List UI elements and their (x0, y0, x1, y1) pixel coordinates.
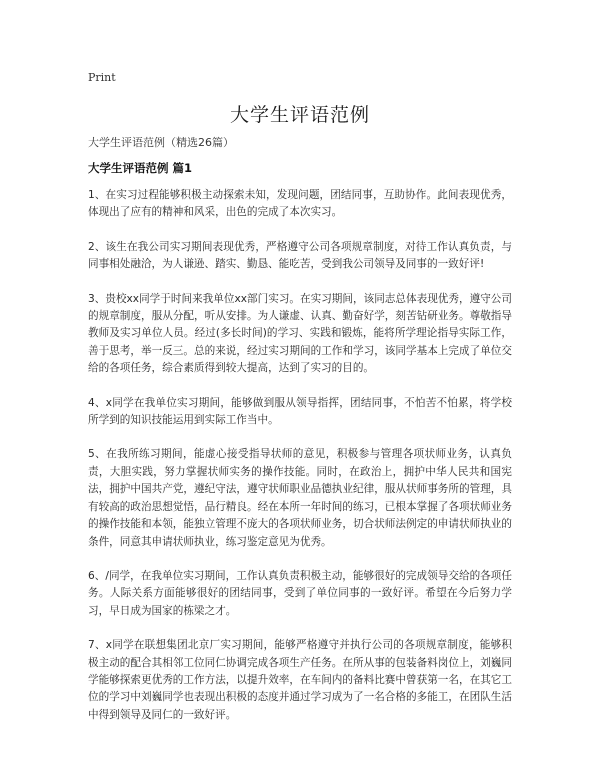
paragraph-6: 6、/同学，在我单位实习期间，工作认真负责积极主动，能够很好的完成领导交给的各项任务。人际关系方面能够很好的团结同事，受到了单位同事的一致好评。希望在今后努力学习，早日成为国家的栋梁之才。 (88, 569, 512, 617)
paragraph-5: 5、在我所练习期间，能虚心接受指导状师的意见，积极参与管理各项状师业务，认真负责，大胆实践，努力掌握状师实务的操作技能。同时，在政治上，拥护中华人民共和国宪法，拥护中国共产党，遵纪守法，遵守状师职业品德执业纪律，服从状师事务所的管理，具有较高的政治思想觉悟，品行精良。经在本所一年时间的练习，已根本掌握了各项状师业务的操作技能和本领，能独立管理不庞大的各项状师业务，切合状师法例定的申请状师执业的条件，同意其申请状师执业，练习鉴定意见为优秀。 (88, 448, 512, 548)
paragraph-4: 4、x同学在我单位实习期间，能够做到服从领导指挥，团结同事，不怕苦不怕累，将学校所学到的知识技能运用到实际工作当中。 (88, 396, 512, 427)
print-link[interactable]: Print (88, 71, 116, 84)
paragraph-3: 3、贵校xx同学于时间来我单位xx部门实习。在实习期间，该同志总体表现优秀，遵守公司的规章制度，服从分配，听从安排。为人谦虚、认真、勤奋好学，刻苦钻研业务。尊敬指导教师及实习单位人员。经过(多长时间)的学习、实践和锻炼，能将所学理论指导实际工作，善于思考，举一反三。总的来说，经过实习期间的工作和学习，该同学基本上完成了单位交给的各项任务，综合素质得到较大提高，达到了实习的目的。 (88, 292, 512, 375)
page-title: 大学生评语范例 (229, 104, 370, 126)
document-subtitle: 大学生评语范例（精选26篇） (88, 136, 234, 149)
document-body (88, 187, 512, 741)
paragraph-2: 2、该生在我公司实习期间表现优秀，严格遵守公司各项规章制度，对待工作认真负责，与同事相处融洽，为人谦逊、踏实、勤恳、能吃苦，受到我公司领导及同事的一致好评! (88, 240, 512, 271)
paragraph-1: 1、在实习过程能够积极主动探索未知，发现问题，团结同事，互助协作。此间表现优秀，体现出了应有的精神和风采，出色的完成了本次实习。 (88, 189, 512, 219)
paragraph-7: 7、x同学在联想集团北京厂实习期间，能够严格遵守并执行公司的各项规章制度，能够积极主动的配合其相邻工位同仁协调完成各项生产任务。在所从事的包装备料岗位上，刘巍同学能够探索更优秀的工作方法，以提升效率，在车间内的备料比赛中曾获第一名，在其它工位的学习中刘巍同学也表现出积极的态度并通过学习成为了一名合格的多能工，在团队生活中得到领导及同仁的一致好评。 (88, 639, 512, 721)
section-heading: 大学生评语范例 篇1 (88, 161, 193, 175)
